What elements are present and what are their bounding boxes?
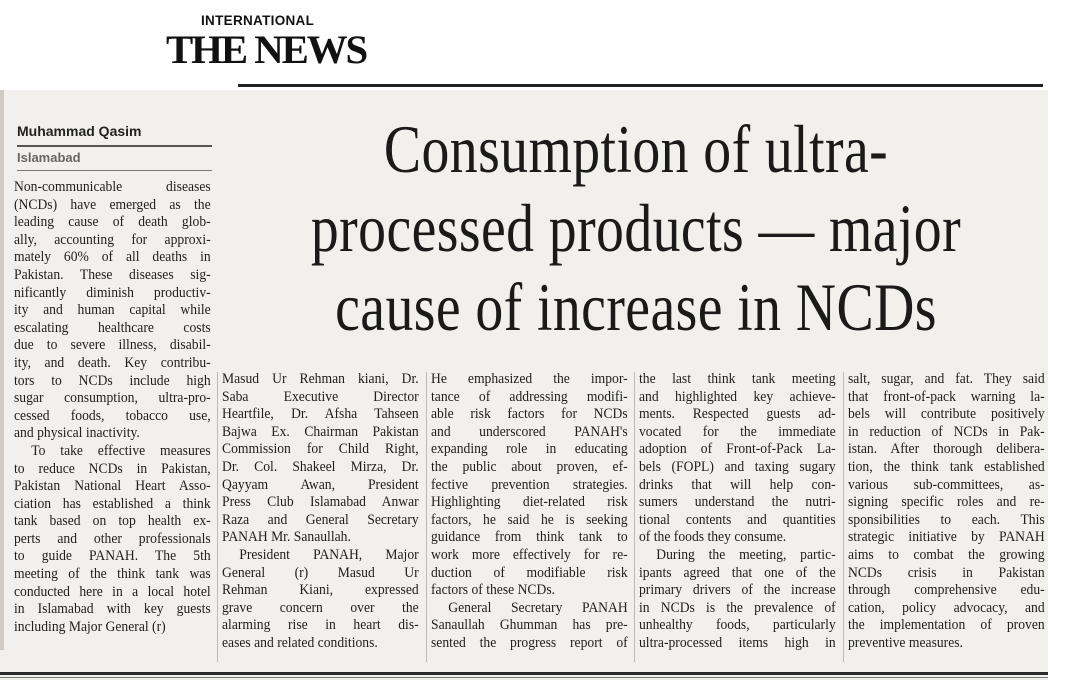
headline-line: cause of increase in NCDs — [335, 269, 937, 345]
article-line: vocated for the immediate — [639, 423, 836, 440]
article-line: alarming rise in heart dis- — [222, 617, 419, 634]
article-line: and underscored PANAH's — [431, 423, 628, 440]
article-line: ultra-processed items high in — [639, 634, 836, 651]
article-line: to guide PANAH. The 5th — [14, 548, 211, 565]
article-line: meeting of the think tank was — [14, 566, 211, 583]
headline — [308, 110, 964, 347]
article-line: due to severe illness, disabil- — [14, 337, 211, 354]
article-line: the public about proven, ef- — [431, 458, 628, 475]
article-line: tance of addressing modifi- — [431, 388, 628, 405]
article-line: duction of modifiable risk — [431, 564, 628, 581]
author-byline: Muhammad Qasim — [17, 123, 142, 139]
column-divider — [217, 372, 218, 662]
article-line: drinks that will help con- — [639, 476, 836, 493]
article-line: He emphasized the impor- — [431, 371, 628, 387]
article-line: ity and human capital while — [14, 302, 211, 319]
article-line: Bajwa Ex. Chairman Pakistan — [222, 423, 419, 440]
article-line: work more effectively for re- — [431, 546, 628, 563]
article-line: cessed foods, tobacco use, — [14, 407, 211, 424]
article-line: nificantly diminish productiv- — [14, 284, 211, 301]
article-line: including Major General (r) — [14, 618, 166, 635]
article-line: cation, policy advocacy, and — [848, 599, 1045, 616]
article-line: able risk factors for NCDs — [431, 406, 628, 423]
article-line: adoption of Front-of-Pack La- — [639, 441, 836, 458]
article-line: NCDs crisis in Pakistan — [848, 564, 1045, 581]
article-line: sented the progress report of — [431, 634, 628, 651]
article-line: factors, he said he is seeking — [431, 511, 628, 528]
article-line: During the meeting, partic- — [656, 546, 836, 563]
article-line: Raza and General Secretary — [222, 511, 419, 528]
article-line: mately 60% of all deaths in — [14, 249, 211, 266]
article-column-3 — [431, 371, 628, 653]
article-line: perts and other professionals — [14, 530, 211, 547]
article-line: Pakistan. These diseases sig- — [14, 266, 211, 283]
article-line: General Secretary PANAH — [448, 599, 628, 616]
article-line: Commission for Child Right, — [222, 441, 419, 458]
article-line: conducted here in a local hotel — [14, 583, 211, 600]
byline-rule — [17, 145, 212, 147]
column-divider — [843, 372, 844, 662]
article-line: fective prevention strategies. — [431, 476, 628, 493]
article-line: in Islamabad with key guests — [14, 601, 211, 618]
article-line: guidance from think tank to — [431, 529, 628, 546]
article-line: tion, the think tank established — [848, 458, 1045, 475]
article-line: to reduce NCDs in Pakistan, — [14, 460, 211, 477]
article-line: bels will contribute positively — [848, 406, 1045, 423]
article-line: bels (FOPL) and taxing sugary — [639, 458, 836, 475]
article-line: Rehman Kiani, expressed — [222, 582, 419, 599]
bottom-rule — [0, 672, 1048, 675]
column-divider — [426, 372, 427, 662]
article-line: Press Club Islamabad Anwar — [222, 494, 419, 511]
article-line: Sanaullah Ghumman has pre- — [431, 617, 628, 634]
article-line: the last think tank meeting — [639, 371, 836, 387]
article-column-1 — [14, 179, 211, 636]
article-column-2 — [222, 371, 419, 653]
article-line: signing specific roles and re- — [848, 494, 1045, 511]
article-line: sumers understand the nutri- — [639, 494, 836, 511]
article-line: Dr. Col. Shakeel Mirza, Dr. — [222, 458, 419, 475]
column-divider — [634, 372, 635, 662]
article-line: ity, and death. Key contribu- — [14, 354, 211, 371]
article-line: various sub-committees, as- — [848, 476, 1045, 493]
dateline: Islamabad — [17, 150, 81, 165]
masthead-rule — [238, 84, 1043, 87]
article-line: Non-communicable diseases — [14, 179, 211, 195]
article-line: through comprehensive edu- — [848, 582, 1045, 599]
article-line: To take effective measures — [31, 442, 211, 459]
article-line: grave concern over the — [222, 599, 419, 616]
article-line: General (r) Masud Ur — [222, 564, 419, 581]
masthead-logo: THE NEWS — [166, 27, 367, 72]
article-line: Masud Ur Rehman kiani, Dr. — [222, 371, 419, 387]
article-column-4 — [639, 371, 836, 653]
article-line: and physical inactivity. — [14, 425, 140, 442]
article-line: factors of these NCDs. — [431, 582, 556, 599]
article-line: that front-of-pack warning la- — [848, 388, 1045, 405]
article-line: primary drivers of the increase — [639, 582, 836, 599]
article-line: President PANAH, Major — [239, 546, 419, 563]
dateline-rule — [17, 170, 212, 171]
article-line: sugar consumption, ultra-pro- — [14, 390, 211, 407]
article-line: sponsibilities to each. This — [848, 511, 1045, 528]
article-line: tors to NCDs include high — [14, 372, 211, 389]
article-line: aims to combat the growing — [848, 546, 1045, 563]
article-line: and highlighted key achieve- — [639, 388, 836, 405]
article-line: eases and related conditions. — [222, 634, 378, 651]
article-line: ments. Respected guests ad- — [639, 406, 836, 423]
headline-line: processed products — major — [310, 190, 962, 266]
article-line: in reduction of NCDs in Pak- — [848, 423, 1045, 440]
article-line: ciation has established a think — [14, 495, 211, 512]
article-line: PANAH Mr. Sanaullah. — [222, 529, 351, 546]
article-line: istan. After thorough delibera- — [848, 441, 1045, 458]
masthead-kicker: INTERNATIONAL — [201, 13, 315, 28]
article-line: tional contents and quantities — [639, 511, 836, 528]
article-line: salt, sugar, and fat. They said — [848, 371, 1045, 387]
headline-line: Consumption of ultra- — [383, 111, 889, 187]
article-line: (NCDs) have emerged as the — [14, 196, 211, 213]
article-line: expanding role in educating — [431, 441, 628, 458]
clipping-edge — [0, 90, 4, 650]
article-line: strategic initiative by PANAH — [848, 529, 1045, 546]
article-line: ipants agreed that one of the — [639, 564, 836, 581]
article-line: leading cause of death glob- — [14, 214, 211, 231]
article-line: unhealthy foods, particularly — [639, 617, 836, 634]
article-line: Qayyam Awan, President — [222, 476, 419, 493]
article-line: the implementation of proven — [848, 617, 1045, 634]
article-column-5 — [848, 371, 1045, 653]
article-line: Pakistan National Heart Asso- — [14, 478, 211, 495]
article-line: Saba Executive Director — [222, 388, 419, 405]
article-line: of the foods they consume. — [639, 529, 787, 546]
article-line: escalating healthcare costs — [14, 319, 211, 336]
bottom-rule-thin — [0, 677, 1048, 678]
article-line: preventive measures. — [848, 634, 963, 651]
article-line: tank based on top health ex- — [14, 513, 211, 530]
article-line: in NCDs is the prevalence of — [639, 599, 836, 616]
article-line: Highlighting diet-related risk — [431, 494, 628, 511]
article-line: Heartfile, Dr. Afsha Tahseen — [222, 406, 419, 423]
article-line: ally, accounting for approxi- — [14, 231, 211, 248]
